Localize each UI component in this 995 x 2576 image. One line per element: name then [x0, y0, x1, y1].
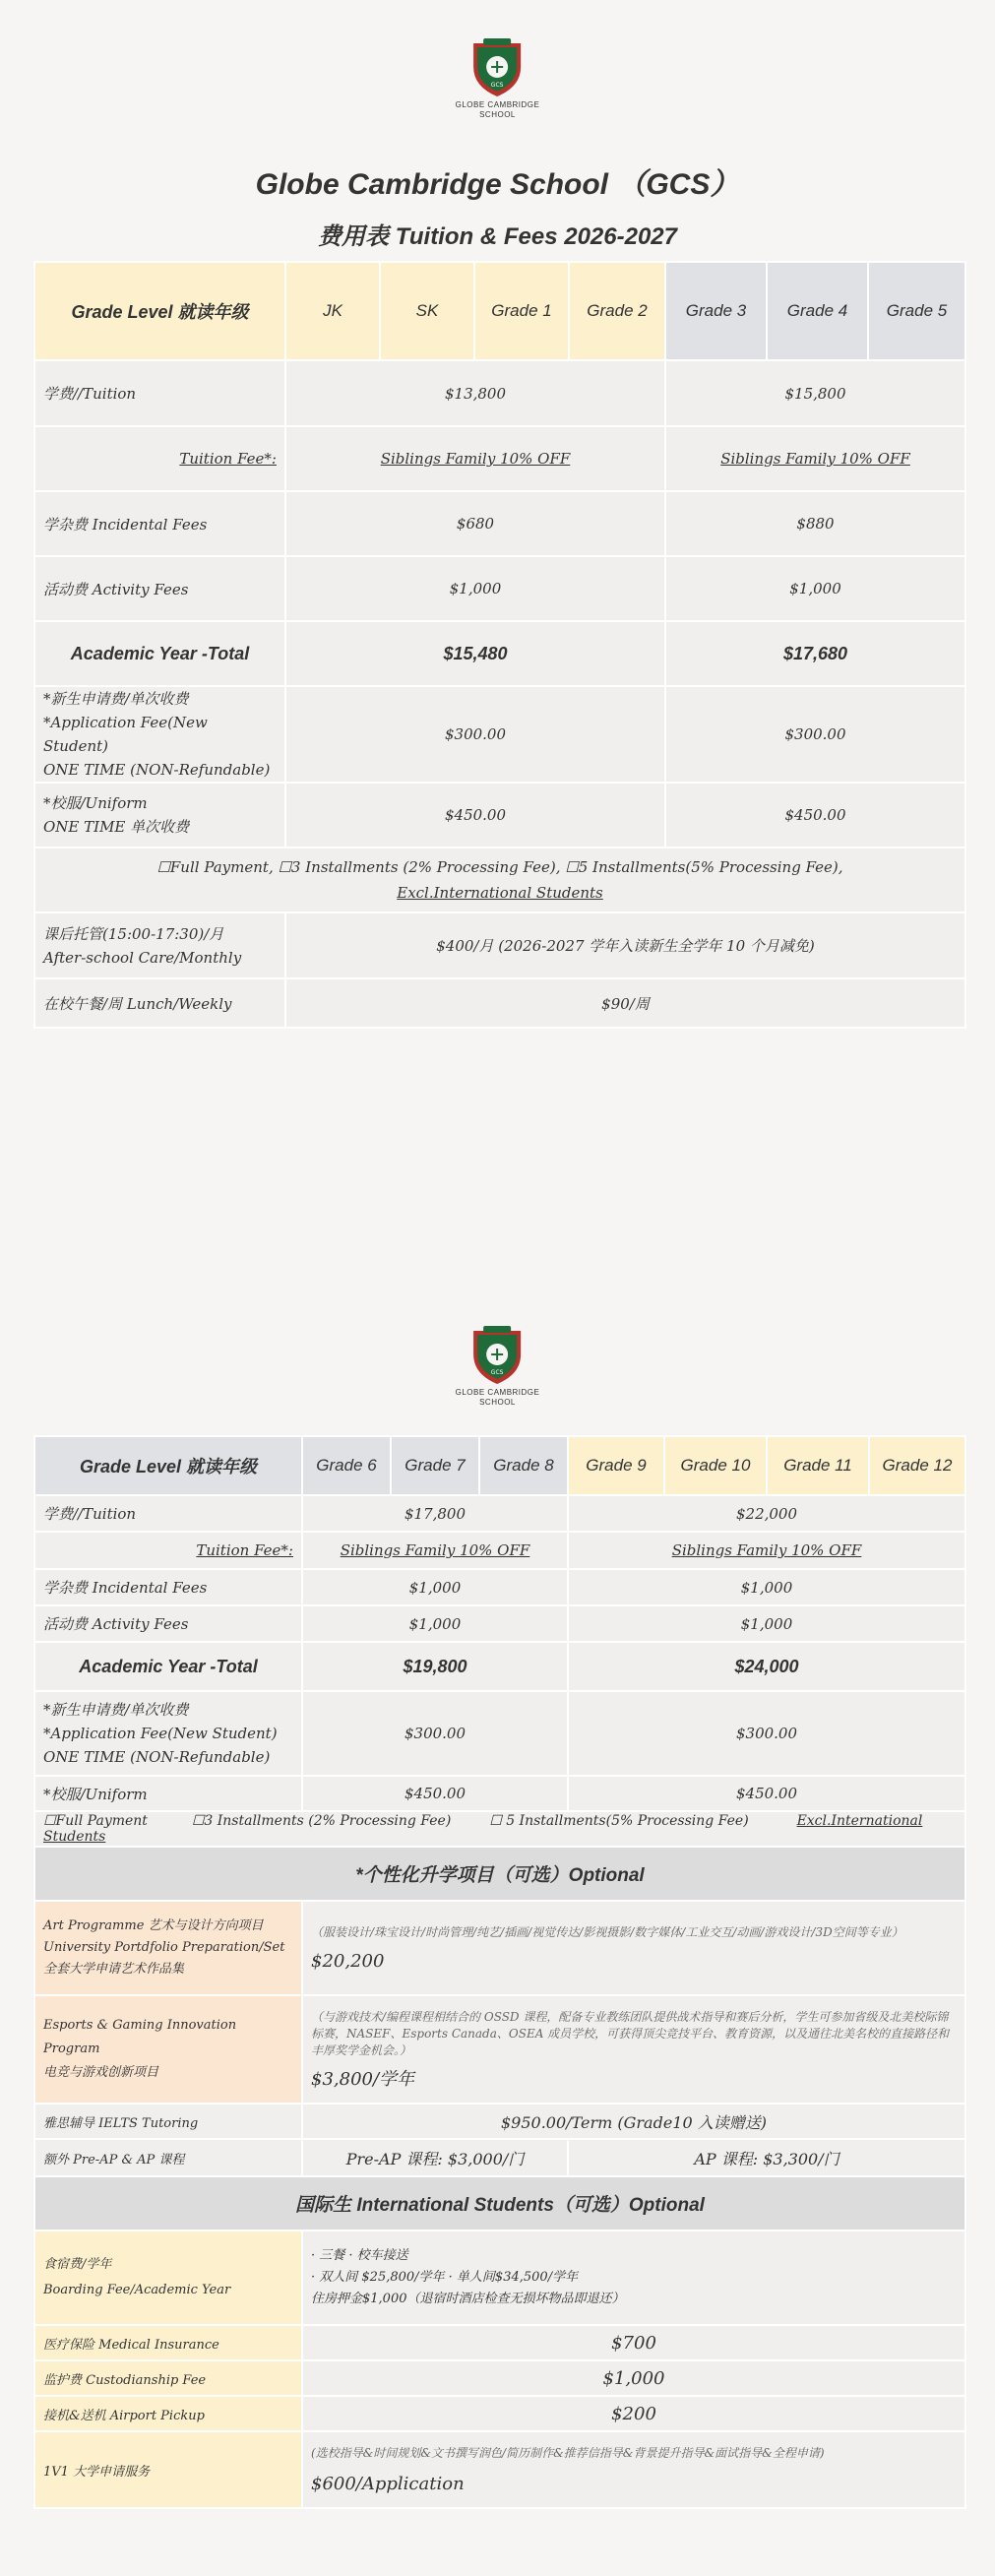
application-label-line: *新生申请费/单次收费	[43, 1701, 189, 1719]
sibling-discount-text: Siblings Family 10% OFF	[340, 1541, 530, 1559]
tuition-value: $17,800	[302, 1495, 568, 1532]
after-school-value: $400/月 (2026-2027 学年入读新生全学年 10 个月减免)	[285, 912, 965, 978]
application-value: $300.00	[302, 1691, 568, 1776]
payment-five-installments: ☐ 5 Installments(5% Processing Fee)	[489, 1813, 749, 1829]
sibling-discount-text: Siblings Family 10% OFF	[720, 450, 910, 468]
payment-three-installments: ☐3 Installments (2% Processing Fee)	[191, 1813, 452, 1829]
application-label-line: ONE TIME (NON-Refundable)	[43, 1748, 271, 1766]
activity-value: $1,000	[302, 1605, 568, 1642]
uniform-label	[34, 783, 285, 848]
boarding-value	[302, 2230, 965, 2325]
after-school-label-line: After-school Care/Monthly	[43, 948, 242, 967]
logo-caption-line-1: GLOBE CAMBRIDGE	[455, 1388, 540, 1397]
grade-header: JK	[285, 262, 380, 360]
tuition-label: 学费//Tuition	[34, 360, 285, 426]
grade-header: SK	[380, 262, 474, 360]
grade-header: Grade 6	[302, 1436, 391, 1495]
incidental-value: $880	[665, 491, 965, 556]
payment-full: ☐Full Payment	[43, 1813, 148, 1829]
optional-section-title: *个性化升学项目（可选）Optional	[34, 1847, 965, 1901]
grade-header: Grade 4	[767, 262, 868, 360]
incidental-value: $1,000	[302, 1569, 568, 1605]
art-price: $20,200	[311, 1951, 385, 1972]
page-subtitle: 费用表 Tuition & Fees 2026-2027	[317, 223, 677, 250]
art-label	[34, 1901, 302, 1995]
after-school-label	[34, 912, 285, 978]
sibling-label	[34, 1532, 302, 1569]
esports-label-line: 电竞与游戏创新项目	[43, 2065, 159, 2080]
ap-label: 额外 Pre-AP & AP 课程	[34, 2139, 302, 2176]
sibling-discount-text: Siblings Family 10% OFF	[671, 1541, 862, 1559]
after-school-label-line: 课后托管(15:00-17:30)/月	[43, 924, 224, 943]
grade-header: Grade 9	[568, 1436, 664, 1495]
esports-label-line: Esports & Gaming Innovation Program	[43, 2018, 237, 2056]
logo-caption	[456, 100, 540, 120]
logo-caption-line-2: SCHOOL	[479, 110, 516, 119]
art-label-line: 全套大学申请艺术作品集	[43, 1962, 185, 1977]
art-value	[302, 1901, 965, 1995]
application-label-line: *Application Fee(New Student)	[43, 714, 208, 755]
esports-label	[34, 1995, 302, 2104]
activity-value: $1,000	[285, 556, 665, 621]
total-value: $15,480	[285, 621, 665, 686]
application-service-price: $600/Application	[311, 2474, 465, 2494]
ap-value: AP 课程: $3,300/门	[568, 2139, 965, 2176]
payment-exclusion: Excl.International Students	[397, 884, 603, 902]
pickup-label: 接机&送机 Airport Pickup	[34, 2396, 302, 2431]
application-value: $300.00	[568, 1691, 965, 1776]
grade-header: Grade 8	[479, 1436, 568, 1495]
payment-options-text: ☐Full Payment, ☐3 Installments (2% Processing Fee), ☐5 Installments(5% Processing Fee),	[156, 858, 843, 876]
logo-caption	[456, 1388, 540, 1408]
ielts-value: $950.00/Term (Grade10 入读赠送)	[302, 2104, 965, 2139]
ielts-label: 雅思辅导 IELTS Tutoring	[34, 2104, 302, 2139]
crest-text: GCS	[491, 82, 504, 89]
payment-options	[34, 848, 965, 912]
sibling-label-text: Tuition Fee*:	[179, 450, 277, 468]
lunch-value: $90/周	[285, 978, 965, 1028]
activity-value: $1,000	[665, 556, 965, 621]
grade-level-header: Grade Level 就读年级	[34, 1436, 302, 1495]
grade-header: Grade 1	[474, 262, 569, 360]
page-title: Globe Cambridge School （GCS）	[255, 168, 740, 201]
total-label: Academic Year -Total	[34, 621, 285, 686]
total-value: $19,800	[302, 1642, 568, 1691]
grade-header: Grade 5	[868, 262, 965, 360]
application-service-value	[302, 2431, 965, 2508]
fee-table-1	[33, 261, 966, 1029]
total-value: $17,680	[665, 621, 965, 686]
activity-label: 活动费 Activity Fees	[34, 1605, 302, 1642]
tuition-value: $15,800	[665, 360, 965, 426]
international-section-title: 国际生 International Students（可选）Optional	[34, 2176, 965, 2230]
crest-icon	[470, 37, 526, 98]
sibling-discount	[568, 1532, 965, 1569]
grade-header: Grade 10	[664, 1436, 767, 1495]
boarding-line: 住房押金$1,000（退宿时酒店检查无损坏物品即退还）	[311, 2292, 625, 2306]
uniform-label-line: ONE TIME 单次收费	[43, 818, 190, 836]
grade-header: Grade 12	[869, 1436, 965, 1495]
pre-ap-value: Pre-AP 课程: $3,000/门	[302, 2139, 568, 2176]
uniform-label: *校服/Uniform	[34, 1776, 302, 1811]
boarding-line: · 三餐 · 校车接送	[311, 2248, 408, 2263]
incidental-label: 学杂费 Incidental Fees	[34, 1569, 302, 1605]
esports-value	[302, 1995, 965, 2104]
total-value: $24,000	[568, 1642, 965, 1691]
application-label	[34, 686, 285, 783]
crest-icon	[470, 1325, 526, 1386]
uniform-value: $450.00	[568, 1776, 965, 1811]
application-value: $300.00	[665, 686, 965, 783]
custodian-label: 监护费 Custodianship Fee	[34, 2360, 302, 2396]
fee-table-2	[33, 1435, 966, 2509]
boarding-line: · 双人间 $25,800/学年 · 单人间$34,500/学年	[311, 2270, 579, 2285]
application-label-line: *Application Fee(New Student)	[43, 1725, 278, 1742]
art-label-line: Art Programme 艺术与设计方向项目	[43, 1918, 264, 1933]
custodian-value: $1,000	[302, 2360, 965, 2396]
sibling-label	[34, 426, 285, 491]
payment-options	[34, 1811, 965, 1847]
crest-text: GCS	[491, 1369, 504, 1376]
application-label-line: ONE TIME (NON-Refundable)	[43, 761, 271, 779]
medical-label: 医疗保险 Medical Insurance	[34, 2325, 302, 2360]
art-label-line: University Portdfolio Preparation/Set	[43, 1940, 285, 1955]
sibling-discount	[302, 1532, 568, 1569]
boarding-label	[34, 2230, 302, 2325]
incidental-value: $680	[285, 491, 665, 556]
sibling-discount	[285, 426, 665, 491]
esports-note: （与游戏技术/编程课程相结合的 OSSD 课程，配备专业教练团队提供战术指导和赛后分析，学生可参加省级及北美校际锦标赛，NASEF、Esports Canada、OSEA 成员学校，可获得顶尖竞技平台、教育资源，以及通往北美名校的直接路径和丰厚奖学金机会。）	[311, 2009, 950, 2057]
payment-exclusion: Excl.International Students	[43, 1813, 923, 1845]
grade-header: Grade 11	[767, 1436, 869, 1495]
art-note: （服装设计/珠宝设计/时尚管理/纯艺/插画/视觉传达/影视摄影/数字媒体/工业交互/动画/游戏设计/3D空间等专业）	[311, 1925, 903, 1939]
activity-label: 活动费 Activity Fees	[34, 556, 285, 621]
application-service-note: (选校指导&时间规划&文书撰写润色/简历制作&推荐信指导&背景提升指导&面试指导&全程申请)	[311, 2446, 825, 2460]
sibling-label-text: Tuition Fee*:	[196, 1541, 293, 1559]
application-label-line: *新生申请费/单次收费	[43, 690, 189, 708]
logo-caption-line-2: SCHOOL	[479, 1398, 516, 1407]
school-logo	[456, 1325, 540, 1408]
tuition-label: 学费//Tuition	[34, 1495, 302, 1532]
total-label: Academic Year -Total	[34, 1642, 302, 1691]
application-label	[34, 1691, 302, 1776]
grade-level-header: Grade Level 就读年级	[34, 262, 285, 360]
boarding-label-line: 食宿费/学年	[43, 2257, 112, 2272]
sibling-discount-text: Siblings Family 10% OFF	[380, 450, 571, 468]
uniform-label-line: *校服/Uniform	[43, 794, 148, 812]
lunch-label: 在校午餐/周 Lunch/Weekly	[34, 978, 285, 1028]
incidental-value: $1,000	[568, 1569, 965, 1605]
tuition-value: $13,800	[285, 360, 665, 426]
application-value: $300.00	[285, 686, 665, 783]
esports-price: $3,800/学年	[311, 2068, 415, 2090]
grade-header: Grade 2	[569, 262, 665, 360]
grade-header: Grade 3	[665, 262, 767, 360]
incidental-label: 学杂费 Incidental Fees	[34, 491, 285, 556]
grade-header: Grade 7	[391, 1436, 479, 1495]
school-logo	[456, 37, 540, 120]
sibling-discount	[665, 426, 965, 491]
application-service-label: 1V1 大学申请服务	[34, 2431, 302, 2508]
pickup-value: $200	[302, 2396, 965, 2431]
boarding-label-line: Boarding Fee/Academic Year	[43, 2283, 231, 2297]
activity-value: $1,000	[568, 1605, 965, 1642]
tuition-value: $22,000	[568, 1495, 965, 1532]
logo-caption-line-1: GLOBE CAMBRIDGE	[455, 100, 540, 109]
medical-value: $700	[302, 2325, 965, 2360]
uniform-value: $450.00	[302, 1776, 568, 1811]
uniform-value: $450.00	[285, 783, 665, 848]
uniform-value: $450.00	[665, 783, 965, 848]
